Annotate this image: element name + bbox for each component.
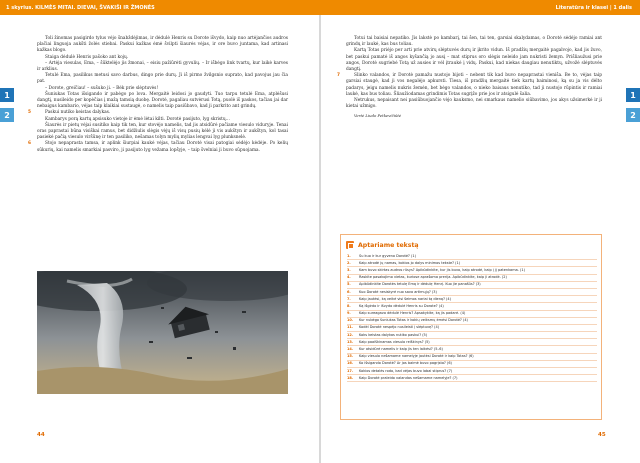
paragraph: 6 Stojo nepaprasta tamsa, ir aplink šiurpiai kaukė vėjas, tačiau Dorotė visai patogiai sėdėjo kėdėje. Po kelių sūkurių, kai namelis smarkiai pasviro, ji pasijuto lyg vežama lopšyje, – taip švelniai ji buvo sūpuojama. xyxy=(28,141,288,153)
paragraph: 5 Paskui nutiko keistas dalykas. xyxy=(28,110,111,116)
list-item: 11. Kodėl Dorotė nespėjo nusileisti į slėptuvę? (4) xyxy=(347,325,597,332)
tab-part-1-right[interactable]: 1 xyxy=(626,88,640,102)
questions-list xyxy=(347,253,597,382)
questions-title: Aptariame tekstą xyxy=(358,241,419,249)
paragraph: Staiga dėdulė Henris pašoko ant kojų. xyxy=(45,54,129,60)
page-gutter xyxy=(319,15,321,463)
questions-header xyxy=(346,241,419,249)
questions-box xyxy=(340,234,602,420)
list-item: 2. Kaip atrodė jų namas, kokios jo dalys minimos tekste? (1) xyxy=(347,260,597,267)
paragraph: – Dorote, greičiau! – sušuko ji. – Bėk prie slėptuvės! xyxy=(45,85,159,91)
tornado-house-illustration xyxy=(37,271,288,394)
paragraph: 7 Slinko valandos, ir Dorotė pamažu nustojo bijoti – nebent tik kad buvo nepaprastai vieniša. Be to, vėjas taip garsiai staugė, kad ji vos negalėjo apkursti. Tiesa, iš pradžių mergaitė tiek kartų baiminosi, ką su ja vis dėlto padarys, jeigu namelis nukris žemėn, bet bėgo valandos, o nieko baisaus nenutiko, tad ji nustojo rūpintis ir ramiai laukė, kas bus toliau. Šliaužiodamas grindimis Totas sugrįžo prie jos ir atsigulė šalia. xyxy=(337,73,602,97)
paragraph: Šuniukas Totas išsigando ir pabėgo po lova. Mergaitė leidosi jo gaudyti. Tuo tarpu tetulė Ema, atplėšusi dangtį, nusileido per kopėčias į mažą tamsią duobę. Dorotė, pagaliau sutvėrusi Totą, puolė iš paskos, tačiau jai dar nebaigus kambario, vėjas taip klaikiai sustaugė, o namelis taip pasiūbavo, kad ji parkrito ant grindų. xyxy=(37,91,288,110)
list-item: 1. Su kuo ir kur gyveno Dorotė? (1) xyxy=(347,253,597,260)
list-item: 7. Kaip jautėsi, ką veikė visi šeimos nariai tą dieną? (4) xyxy=(347,296,597,303)
list-item: 14. Kur atsidūrė namelis ir kaip jis ten laikėsi? (5–6) xyxy=(347,346,597,353)
tab-part-1-left[interactable]: 1 xyxy=(0,88,14,102)
list-item: 17. Kokios detalės rodo, kad vėjas buvo labai stiprus? (7) xyxy=(347,368,597,375)
list-item: 3. Kam buvo skirtas audros rūsys? Apibūdinkite, kur jis buvo, kaip atrodė, kaip į jį patenkama. (1) xyxy=(347,267,597,274)
right-column-text xyxy=(337,36,602,120)
paragraph: Kartą Totas priėjo per arti prie atvirų slėptuvės durų ir įkrito vidun. Iš pradžių mergaitė pagalvojo, kad jis žuvo, bet paskui pamatė iš angos kyšančią jo ausį – mat stiprus oro slėgis neleido jam nukristi žemyn. Prišliaužusi prie angos, Dorotė sugriebė Totą už ausies ir vėl įtraukė į vidų. Paskui, kad niekas daugiau nenutiktų, užvožė slėptuvės dangtį. xyxy=(346,48,602,73)
paragraph: Toli žinomas pasigirdo tylus vėjo šnabždėjimas, ir dėdulė Henris su Dorote išvydo, kaip nuo artėjančios audros plačiai linguoja aukšti žolės stiebai. Paskui kažkas ėmė švilpti šiaurės vėjas, ir ore buvo juntama, kad artinasi kažkas blogo. xyxy=(37,36,288,54)
page-number-right: 45 xyxy=(598,432,606,438)
list-item: 4. Raskite pasakojimo vietas, kuriose aprašoma prerija. Apibūdinkite, kaip ji atrodė. (2) xyxy=(347,275,597,282)
list-item: 13. Kaip paaiškinamas viesulo reiškinys? (5) xyxy=(347,339,597,346)
tab-part-2-left[interactable]: 2 xyxy=(0,108,14,122)
list-item: 16. Ko išsigando Dorotė? Ar jos baimė buvo pagrįsta? (6) xyxy=(347,361,597,368)
paragraph: Tetulė Ema, pasilikus metusi savo darbus, dingo prie durų. Ji iš pirmo žvilgsnio suprato, kad pavojus jau čia pat. xyxy=(37,73,288,85)
paragraph: Totui tai baisiai nepatiko. Jis lakstė po kambarį, tai šen, tai ten, garsiai skalydamas, o Dorotė sėdėjo ramiai ant grindų ir laukė, kas bus toliau. xyxy=(346,36,602,48)
book-title: Literatūra ir klasei | 1 dalis xyxy=(555,5,632,11)
list-item: 9. Kaip sureagavo dėdulė Henris? Apsakykite, ką jis padarė. (4) xyxy=(347,311,597,318)
chapter-title: 1 skyrius. KILMĖS MITAI. DIEVAI, ŠVAKIŠI IR ŽMONĖS xyxy=(6,5,155,11)
tornado-icon xyxy=(37,271,288,394)
list-item: 8. Ką išgirdo ir išvydo dėdulė Henris su Dorote? (4) xyxy=(347,303,597,310)
list-item: 15. Kaip viesulo nešamame namelyje jautėsi Dorotė ir kaip Totas? (6) xyxy=(347,354,597,361)
paragraph: – Artėja viesulas, Ema, – šūktelėjo jis žmonai, – eisiu pažiūrėti gyvulių. – Ir išbėgo link tvartų, kur laikė karves ir arklius. xyxy=(37,60,288,73)
notebook-icon xyxy=(346,241,354,249)
list-item: 10. Kur nubėgo šuniukas Totas ir kokių veiksmų ėmėsi Dorotė? (4) xyxy=(347,318,597,325)
list-item: 5. Apibūdinkite Dorotės tetulę Emą ir dėdulę Henrį. Kuo jie panašūs? (3) xyxy=(347,282,597,289)
list-item: 6. Kuo Dorotė nesiskyrė nuo savo artimųjų? (3) xyxy=(347,289,597,296)
page-number-left: 44 xyxy=(37,432,45,438)
paragraph: Šiaurės ir pietų vėjai susitiko kaip tik ten, kur stovėjo namelis, tad jis atsidūrė pačiame viesulo viduryje. Tenai oras paprastai būna visiškai ramus, bet didžiulis slėgis vėjų iš visų pusių kėlė ji vis aukštyn ir aukštyn, kol tasai pasiekė pačią viesulo viršūnę ir ten pasiliko, nešamas tolyn mylių mylias lengvai lyg plunksnelė. xyxy=(37,122,288,141)
header-bar xyxy=(0,0,640,15)
paragraph: Kambarys porą kartų apsisuko vietoje ir ėmė lėtai kilti. Dorotė pasijuto, lyg skristų… xyxy=(45,116,230,122)
list-item: 12. Koks keistas dalykas nutiko paskui? (5) xyxy=(347,332,597,339)
list-item: 18. Kaip Dorotė praleido valandas nešamame namelyje? (7) xyxy=(347,375,597,382)
tab-part-2-right[interactable]: 2 xyxy=(626,108,640,122)
paragraph: Netrukus, nepaisant nei pasiūbuojančio vėjo kauksmo, nei smarkaus namelio siūbavimo, jos akys užsimerkė ir ji kietai užmigo. xyxy=(346,98,602,110)
translator-signature: Vertė Liudo Petkevičiūtė xyxy=(354,113,402,119)
left-column-text xyxy=(28,36,288,154)
